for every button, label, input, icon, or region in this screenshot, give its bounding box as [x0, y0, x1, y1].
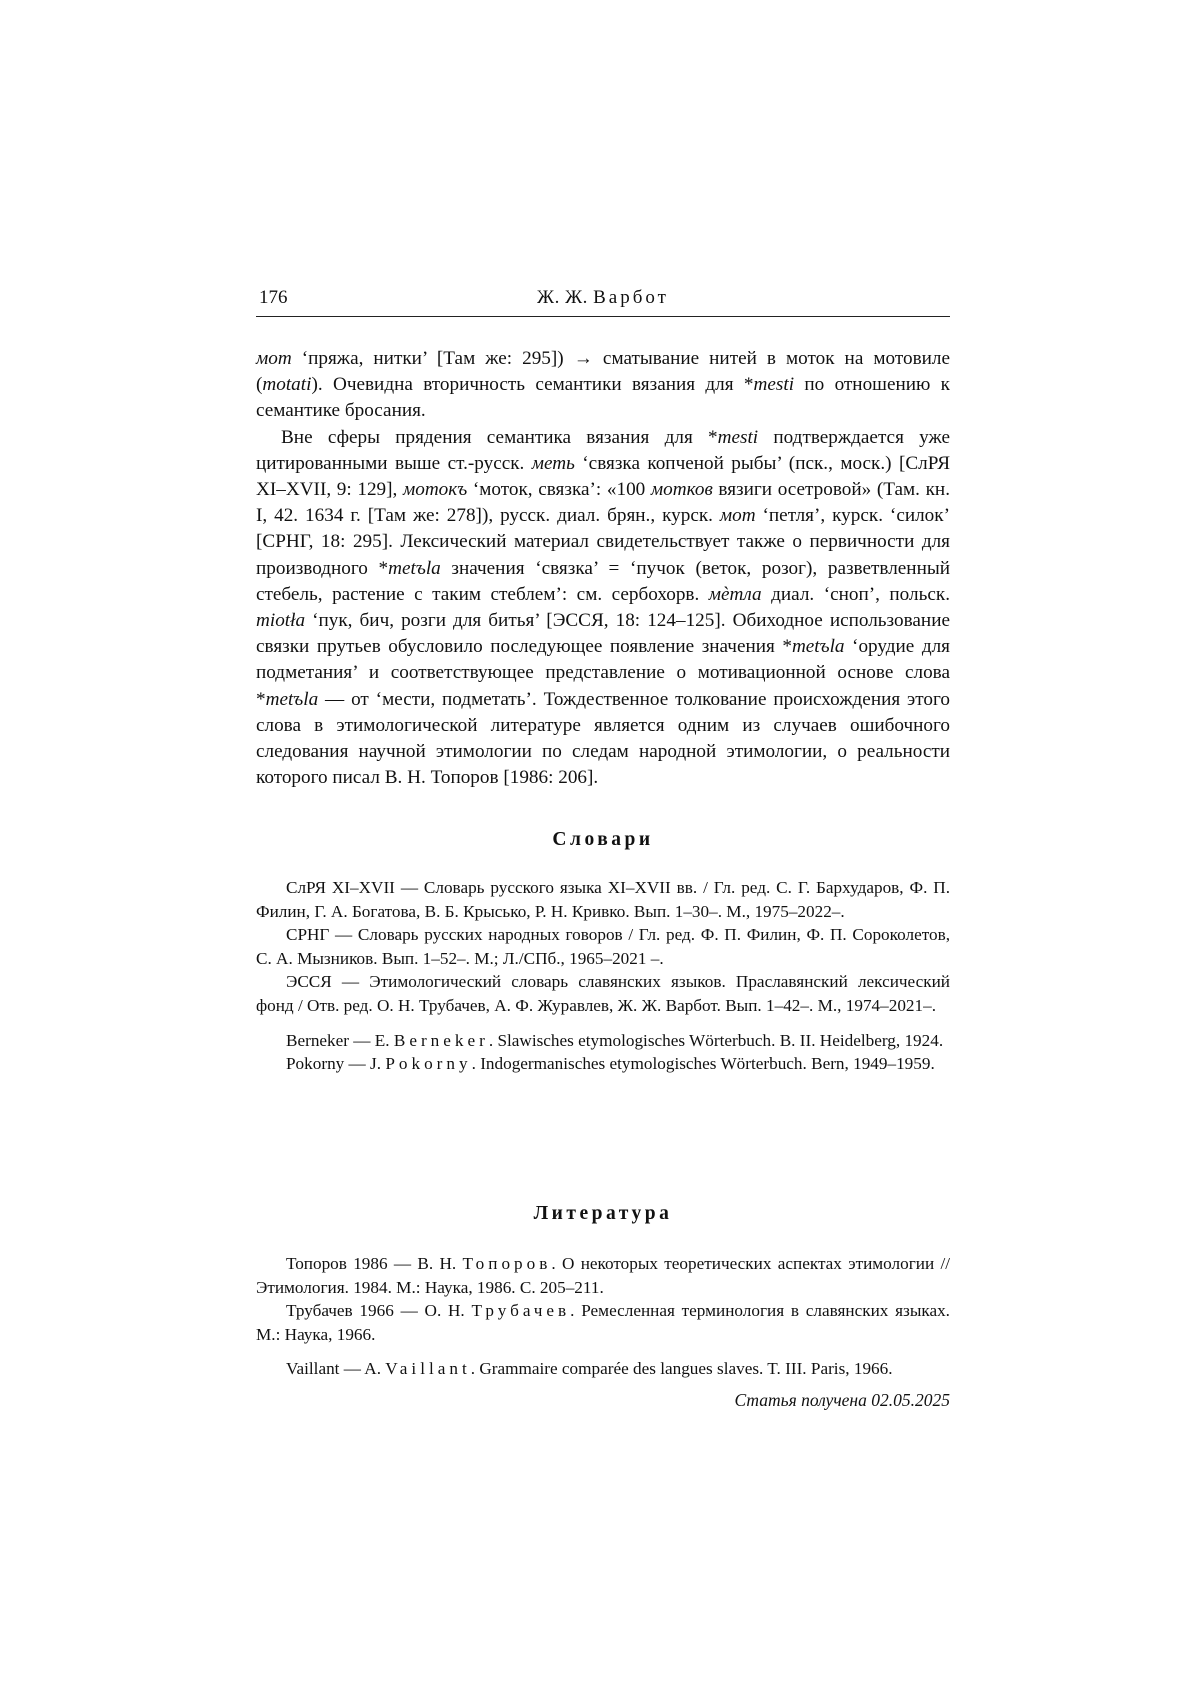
text-run: ‘орудие для подметания’ и соответствующее представление о мотивационной основе слова *: [256, 636, 950, 710]
author-name-spaced: Vaillant: [385, 1359, 471, 1379]
paragraph-continued: [256, 346, 950, 425]
text-run: ‘пук, бич, розги для битья’ [ЭССЯ, 18: 124–125]. Обиходное использование связки прутьев обусловило последующее появление значения *: [256, 610, 950, 658]
author-name-spaced: Топоров: [462, 1254, 552, 1273]
text-run: ). Очевидна вторичность семантики вязания для *: [311, 374, 754, 396]
text-run: . Indogermanisches etymologisches Wörterbuch. Bern, 1949–1959.: [471, 1054, 935, 1074]
text-run: диал. ‘сноп’, польск.: [761, 583, 950, 605]
text-run: Трубачев 1966 — О. Н.: [286, 1301, 472, 1321]
italic-term: metъla: [791, 636, 845, 658]
bibliography-entry: [256, 1029, 950, 1053]
text-run: Топоров 1986 — В. Н.: [286, 1254, 463, 1273]
text-run: . О некоторых теоретических аспектах этимологии // Этимология. 1984. М.: Наука, 1986. С. 205–211.: [256, 1254, 950, 1297]
bibliography-entry: [256, 1052, 950, 1076]
text-run: подтверждается уже цитированными выше ст.-русск.: [256, 426, 950, 474]
text-run: Pokorny — J.: [286, 1054, 386, 1074]
dictionaries-list: [256, 876, 950, 1076]
text-run: ЭССЯ — Этимологический словарь славянских языков. Праславянский лексический фонд / Отв. ред. О. Н. Трубачев, А. Ф. Журавлев, Ж. Ж. Варбот. Вып. 1–42–. М., 1974–2021–.: [256, 972, 950, 1015]
bibliography-entry: [256, 876, 950, 923]
italic-term: metъla: [265, 688, 319, 710]
bibliography-entry: [256, 970, 950, 1017]
italic-term: мот: [256, 348, 292, 369]
text-run: вязиги осетровой» (Там. кн. I, 42. 1634 г. [Там же: 278]), русск. диал. брян., курск.: [256, 479, 951, 527]
author-name-spaced: Трубачев: [471, 1301, 571, 1321]
running-head: [256, 282, 950, 317]
text-run: ‘пряжа, нитки’ [Там же: 295]) → сматывание нитей в моток на мотовиле (: [256, 348, 950, 396]
text-run: ‘моток, связка’: «100: [467, 479, 651, 501]
paragraph: [256, 425, 950, 792]
text-run: . Grammaire comparée des langues slaves. T. III. Paris, 1966.: [470, 1359, 893, 1379]
italic-term: мотков: [650, 479, 713, 501]
italic-term: motati: [262, 374, 312, 396]
dictionaries-heading: Словари: [552, 829, 654, 850]
italic-term: mesti: [717, 426, 759, 448]
italic-term: мотокъ: [402, 479, 468, 501]
italic-term: мот: [719, 505, 756, 527]
text-run: СРНГ — Словарь русских народных говоров / Гл. ред. Ф. П. Филин, Ф. П. Сороколетов, С. А. Мызников. Вып. 1–52–. М.; Л./СПб., 1965–2021 –.: [256, 925, 950, 968]
text-run: Вне сферы прядения семантика вязания для *: [281, 426, 718, 448]
literature-heading: Литература: [533, 1203, 673, 1224]
author-initials: Ж. Ж.: [537, 287, 588, 308]
page-number: 176: [259, 287, 288, 308]
text-run: . Slawisches etymologisches Wörterbuch. B. II. Heidelberg, 1924.: [488, 1030, 944, 1050]
italic-term: miotła: [256, 610, 306, 632]
author-name-spaced: Pokorny: [385, 1054, 472, 1074]
bibliography-entry: [256, 1357, 950, 1381]
text-run: Berneker — E.: [286, 1030, 394, 1050]
author-name-spaced: Berneker: [393, 1030, 489, 1050]
received-date: Статья получена 02.05.2025: [734, 1390, 950, 1410]
text-run: по отношению к семантике бросания.: [256, 374, 950, 422]
italic-term: mesti: [753, 374, 795, 396]
running-title: [256, 287, 950, 309]
italic-term: metъla: [388, 557, 441, 579]
text-run: Vaillant — A.: [286, 1359, 386, 1379]
author-surname: Варбот: [593, 287, 669, 308]
text-run: ‘петля’, курск. ‘силок’ [СРНГ, 18: 295]. Лексический материал свидетельствует также о первичности для производного *: [256, 505, 950, 579]
text-run: ‘связка копченой рыбы’ (пск., моск.) [СлРЯ XI–XVII, 9: 129],: [256, 452, 950, 501]
text-run: — от ‘мести, подметать’. Тождественное толкование происхождения этого слова в этимологической литературе является одним из случаев ошибочного следования научной этимологии по следам народной этимологии, о реальности которого писал В. Н. Топоров [1986: 206].: [256, 688, 950, 789]
bibliography-entry: [256, 1252, 950, 1299]
bibliography-entry: [256, 1299, 950, 1346]
text-run: СлРЯ XI–XVII — Словарь русского языка XI–XVII вв. / Гл. ред. С. Г. Бархударов, Ф. П. Филин, Г. А. Богатова, В. Б. Крысько, Р. Н. Кривко. Вып. 1–30–. М., 1975–2022–.: [256, 878, 950, 921]
italic-term: меть: [531, 452, 575, 474]
article-body: [256, 346, 950, 791]
text-run: . Ремесленная терминология в славянских языках. М.: Наука, 1966.: [256, 1301, 950, 1344]
literature-list: [256, 1252, 950, 1381]
bibliography-entry: [256, 923, 950, 970]
italic-term: мѐтла: [708, 583, 762, 605]
text-run: значения ‘связка’ = ‘пучок (веток, розог), разветвленный стебель, растение с таким стеблем’: см. сербохорв.: [256, 557, 950, 605]
